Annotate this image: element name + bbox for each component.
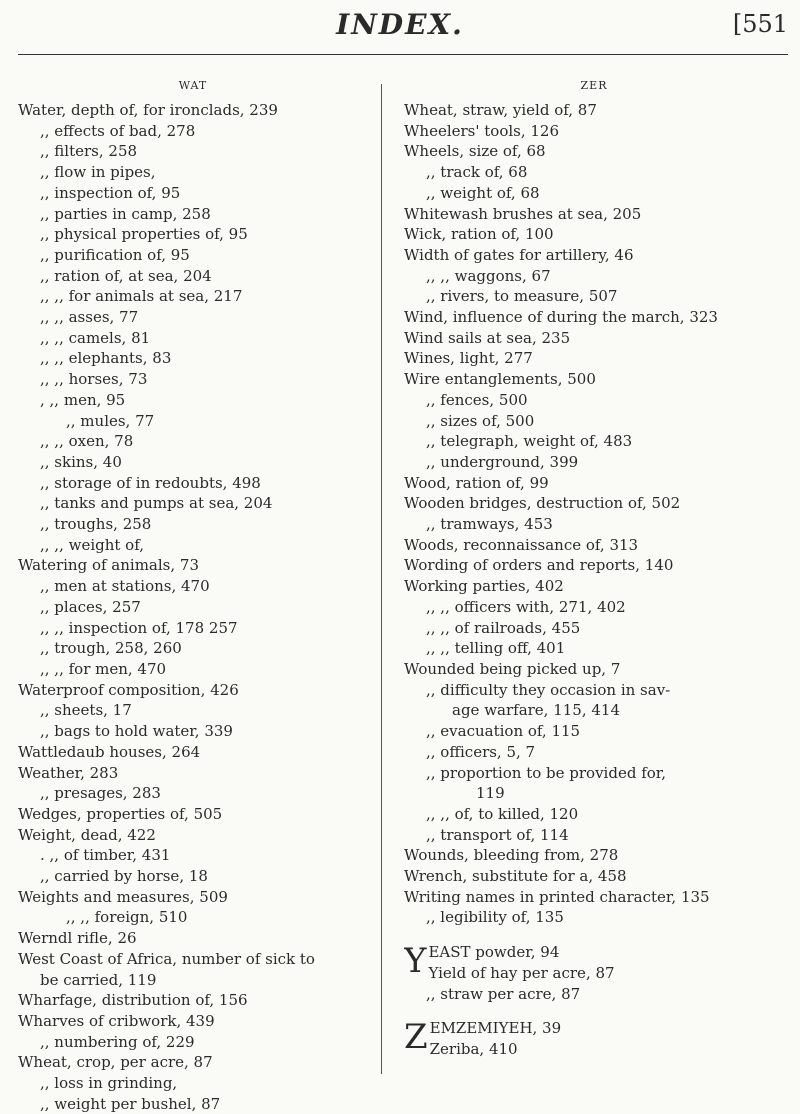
index-entry: EMZEMIYEH, 39: [429, 1019, 562, 1038]
index-entry: ,, physical properties of, 95: [40, 225, 248, 244]
index-entry: West Coast of Africa, number of sick to: [18, 949, 315, 968]
index-entry: ,, filters, 258: [40, 142, 138, 161]
index-entry: ,, weight of, 68: [426, 183, 540, 202]
index-entry: ,, presages, 283: [40, 784, 161, 803]
index-entry: ,, bags to hold water, 339: [40, 722, 233, 741]
index-entry: ,, ,, horses, 73: [40, 370, 148, 389]
index-entry: Weights and measures, 509: [18, 887, 228, 906]
index-entry: ,, loss in grinding,: [40, 1074, 178, 1093]
right-column: [404, 76, 784, 1060]
index-entry: ,, ,, of railroads, 455: [426, 618, 581, 637]
index-entry: Wire entanglements, 500: [404, 370, 596, 389]
index-entry: ,, mules, 77: [66, 411, 155, 430]
index-entry: Water, depth of, for ironclads, 239: [18, 101, 278, 119]
left-column: [18, 76, 368, 1114]
index-entry: ,, ,, officers with, 271, 402: [426, 597, 626, 616]
column-divider: [381, 84, 382, 1074]
index-entry: ,, purification of, 95: [40, 245, 190, 264]
index-entry: Wind, influence of during the march, 323: [404, 308, 718, 327]
index-entry: ,, ,, waggons, 67: [426, 266, 551, 285]
index-entry: Wheat, straw, yield of, 87: [404, 101, 597, 119]
index-entry: Whitewash brushes at sea, 205: [404, 204, 642, 223]
index-entry: ,, ration of, at sea, 204: [40, 266, 212, 285]
index-entry: ,, rivers, to measure, 507: [426, 287, 618, 306]
index-entry: ,, straw per acre, 87: [426, 984, 581, 1003]
index-entry: ,, skins, 40: [40, 452, 122, 471]
index-entry: ,, ,, telling off, 401: [426, 639, 566, 658]
index-entry: ,, places, 257: [40, 597, 141, 616]
index-entry: ,, carried by horse, 18: [40, 867, 208, 886]
index-entry: Weather, 283: [18, 763, 119, 782]
header-rule: [18, 54, 788, 55]
index-entry: ,, legibility of, 135: [426, 908, 564, 927]
index-entry: ,, ,, inspection of, 178 257: [40, 618, 238, 637]
index-entry: ,, flow in pipes,: [40, 163, 156, 182]
y-initial: Y: [404, 942, 427, 982]
index-entry: Werndl rifle, 26: [18, 929, 137, 948]
index-entry: ,, ,, foreign, 510: [66, 908, 188, 927]
page-title: INDEX.: [336, 8, 464, 41]
index-entry: ,, numbering of, 229: [40, 1032, 195, 1051]
page-header: [0, 0, 800, 60]
index-entry: Zeriba, 410: [429, 1039, 518, 1058]
index-entry: ,, officers, 5, 7: [426, 742, 536, 761]
index-entry: ,, track of, 68: [426, 163, 528, 182]
index-entry: ,, weight per bushel, 87: [40, 1094, 221, 1113]
index-entry: ,, evacuation of, 115: [426, 722, 581, 741]
index-entry: ,, difficulty they occasion in sav-: [426, 680, 671, 699]
index-entry: EAST powder, 94: [428, 943, 560, 962]
index-entry: ,, troughs, 258: [40, 515, 152, 534]
left-entries: [18, 100, 368, 1114]
index-entry: Wheels, size of, 68: [404, 142, 546, 161]
index-entry: Waterproof composition, 426: [18, 680, 239, 699]
index-entry: Wheelers' tools, 126: [404, 121, 560, 140]
y-section: [404, 942, 784, 1004]
index-entry: ,, ,, for animals at sea, 217: [40, 287, 243, 306]
index-entry: Wheat, crop, per acre, 87: [18, 1053, 213, 1072]
index-entry: , ,, men, 95: [40, 390, 126, 409]
index-entry: Watering of animals, 73: [18, 556, 199, 575]
right-entries: [404, 100, 784, 928]
z-initial: Z: [404, 1018, 428, 1058]
index-entry: Wattledaub houses, 264: [18, 742, 201, 761]
index-entry: ,, inspection of, 95: [40, 183, 181, 202]
index-entry: ,, trough, 258, 260: [40, 639, 182, 658]
index-entry: Wounded being picked up, 7: [404, 659, 621, 678]
index-entry: ,, men at stations, 470: [40, 577, 210, 596]
index-entry: ,, ,, camels, 81: [40, 328, 151, 347]
index-entry: be carried, 119: [40, 970, 157, 989]
index-entry: ,, telegraph, weight of, 483: [426, 432, 633, 451]
index-entry: Writing names in printed character, 135: [404, 887, 710, 906]
index-entry: ,, sheets, 17: [40, 701, 132, 720]
index-entry: ,, ,, asses, 77: [40, 308, 139, 327]
index-entry: ,, proportion to be provided for,: [426, 763, 667, 782]
index-entry: Wording of orders and reports, 140: [404, 556, 674, 575]
index-entry: Wick, ration of, 100: [404, 225, 554, 244]
index-entry: Wines, light, 277: [404, 349, 533, 368]
index-entry: . ,, of timber, 431: [40, 846, 171, 865]
index-entry: ,, transport of, 114: [426, 825, 569, 844]
right-column-heading: ZER: [580, 79, 608, 92]
index-entry: ,, ,, weight of,: [40, 535, 144, 554]
index-entry: ,, sizes of, 500: [426, 411, 535, 430]
index-entry: Weight, dead, 422: [18, 825, 156, 844]
index-entry: ,, ,, for men, 470: [40, 659, 167, 678]
index-entry: ,, ,, of, to killed, 120: [426, 804, 579, 823]
index-entry: Wharfage, distribution of, 156: [18, 991, 248, 1010]
index-entry: Working parties, 402: [404, 577, 564, 596]
z-section: [404, 1018, 784, 1059]
left-column-heading: WAT: [178, 79, 208, 92]
index-entry: ,, ,, elephants, 83: [40, 349, 172, 368]
index-entry: Woods, reconnaissance of, 313: [404, 535, 639, 554]
index-entry: ,, effects of bad, 278: [40, 121, 196, 140]
index-entry: 119: [476, 784, 505, 803]
index-entry: Wedges, properties of, 505: [18, 804, 223, 823]
index-entry: age warfare, 115, 414: [452, 701, 621, 720]
index-entry: Wind sails at sea, 235: [404, 328, 571, 347]
index-entry: ,, tramways, 453: [426, 515, 553, 534]
page-number: [551: [732, 10, 788, 38]
index-entry: Wounds, bleeding from, 278: [404, 846, 619, 865]
index-entry: Wooden bridges, destruction of, 502: [404, 494, 681, 513]
index-entry: ,, fences, 500: [426, 390, 528, 409]
index-entry: Width of gates for artillery, 46: [404, 245, 634, 264]
index-entry: Wharves of cribwork, 439: [18, 1011, 215, 1030]
index-entry: ,, storage of in redoubts, 498: [40, 473, 261, 492]
index-entry: ,, ,, oxen, 78: [40, 432, 134, 451]
index-entry: ,, parties in camp, 258: [40, 204, 211, 223]
index-entry: ,, underground, 399: [426, 452, 579, 471]
index-entry: Yield of hay per acre, 87: [428, 963, 615, 982]
index-entry: Wood, ration of, 99: [404, 473, 549, 492]
index-entry: ,, tanks and pumps at sea, 204: [40, 494, 273, 513]
index-entry: Wrench, substitute for a, 458: [404, 867, 627, 886]
